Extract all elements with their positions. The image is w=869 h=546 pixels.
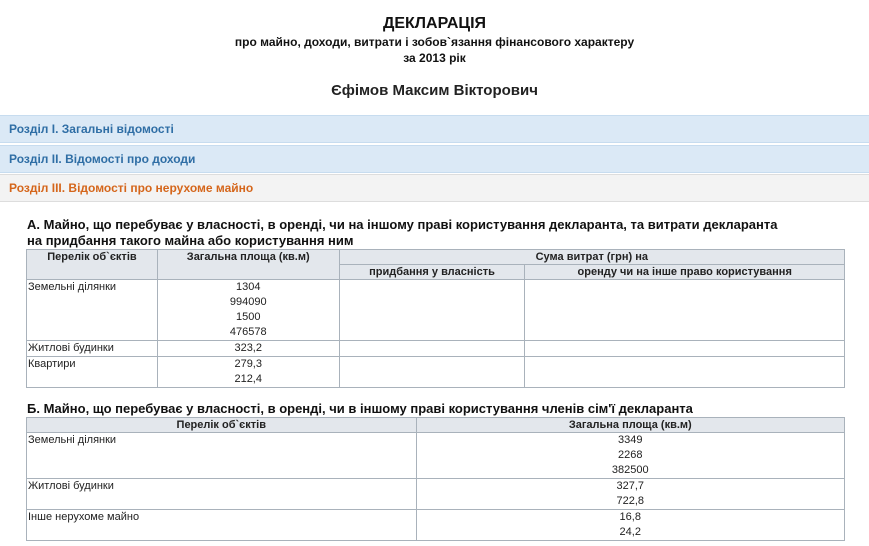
col-objects-header: Перелік об`єктів	[27, 250, 158, 280]
area-values	[416, 479, 844, 510]
area-value: 382500	[611, 464, 649, 476]
col-area-header: Загальна площа (кв.м)	[157, 250, 339, 280]
col-purchase-header: придбання у власність	[339, 265, 525, 280]
part-b-heading: Б. Майно, що перебуває у власності, в оренді, чи в іншому праві користування членів сім'ї декларанта	[27, 401, 693, 416]
table-row	[27, 357, 845, 388]
section-2-income[interactable]: Розділ ІІ. Відомості про доходи	[0, 145, 869, 173]
area-value: 24,2	[619, 526, 641, 538]
area-value: 476578	[229, 326, 267, 338]
area-values	[157, 357, 339, 388]
purchase-cell	[339, 280, 525, 341]
col-expenses-header: Сума витрат (грн) на	[339, 250, 844, 265]
area-value: 1304	[235, 281, 261, 293]
area-value: 327,7	[616, 480, 645, 492]
area-value: 16,8	[619, 511, 641, 523]
area-value: 2268	[618, 449, 643, 461]
area-value: 1500	[235, 311, 261, 323]
area-values	[157, 280, 339, 341]
table-row	[27, 280, 845, 341]
report-year: за 2013 рік	[403, 51, 466, 65]
col-area-header: Загальна площа (кв.м)	[416, 418, 844, 433]
table-row	[27, 479, 845, 510]
part-a-heading	[27, 217, 777, 249]
section-3-real-estate[interactable]: Розділ ІІІ. Відомості про нерухоме майно	[0, 174, 869, 202]
object-name: Житлові будинки	[27, 479, 417, 510]
purchase-cell	[339, 357, 525, 388]
col-objects-header: Перелік об`єктів	[27, 418, 417, 433]
page-title: ДЕКЛАРАЦІЯ	[382, 15, 487, 32]
part-a-heading-line2: на придбання такого майна або користування ним	[27, 233, 354, 248]
area-value: 3349	[618, 434, 643, 446]
section-1-general-info[interactable]: Розділ І. Загальні відомості	[0, 115, 869, 143]
table-row	[27, 510, 845, 541]
area-value: 994090	[229, 296, 267, 308]
area-values	[157, 341, 339, 357]
area-value: 323,2	[234, 342, 262, 354]
object-name: Земельні ділянки	[27, 433, 417, 479]
table-row	[27, 433, 845, 479]
object-name: Інше нерухоме майно	[27, 510, 417, 541]
area-value: 722,8	[616, 495, 645, 507]
area-value: 279,3	[234, 358, 262, 370]
object-name: Житлові будинки	[27, 341, 158, 357]
rent-cell	[525, 280, 845, 341]
declarant-name: Єфімов Максим Вікторович	[331, 82, 538, 99]
object-name: Земельні ділянки	[27, 280, 158, 341]
part-a-table	[26, 249, 845, 388]
table-row	[27, 341, 845, 357]
page-subtitle: про майно, доходи, витрати і зобов`язання фінансового характеру	[234, 35, 635, 49]
part-a-heading-line1: А. Майно, що перебуває у власності, в оренді, чи на іншому праві користування декларанта, та витрати декларанта	[27, 217, 778, 232]
area-value: 212,4	[234, 373, 262, 385]
purchase-cell	[339, 341, 525, 357]
part-b-table	[26, 417, 845, 541]
col-rent-header: оренду чи на інше право користування	[525, 265, 845, 280]
declaration-header	[0, 14, 869, 101]
area-values	[416, 510, 844, 541]
rent-cell	[525, 341, 845, 357]
area-values	[416, 433, 844, 479]
object-name: Квартири	[27, 357, 158, 388]
rent-cell	[525, 357, 845, 388]
